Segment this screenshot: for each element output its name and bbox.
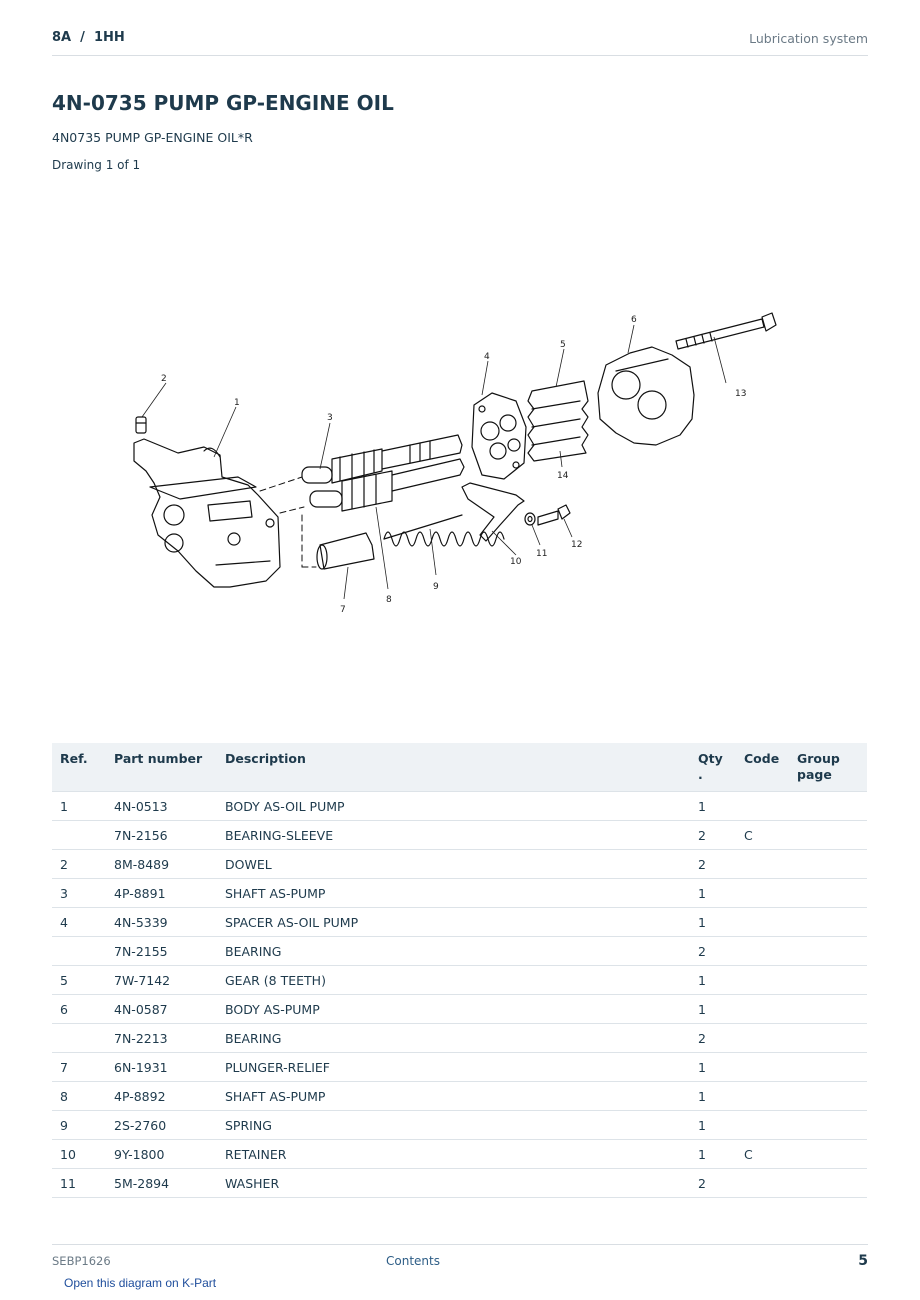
cell-code <box>736 850 789 879</box>
cell-ref: 1 <box>52 792 106 821</box>
lower-shaft-part <box>310 459 464 511</box>
cell-code <box>736 995 789 1024</box>
cell-code <box>736 908 789 937</box>
cell-part-number: 5M-2894 <box>106 1169 217 1198</box>
cell-description: BEARING <box>217 937 690 966</box>
diagram-label: 10 <box>510 557 522 567</box>
cell-ref <box>52 937 106 966</box>
cell-code <box>736 879 789 908</box>
col-ref: Ref. <box>52 743 106 792</box>
cell-ref <box>52 1024 106 1053</box>
cell-code <box>736 1082 789 1111</box>
plunger-part <box>317 533 374 569</box>
washer-part <box>525 513 535 525</box>
cell-group-page <box>789 1140 867 1169</box>
cell-ref: 8 <box>52 1082 106 1111</box>
table-row <box>52 1169 867 1198</box>
cell-qty: 2 <box>690 850 736 879</box>
spacer-plate-part <box>472 393 526 479</box>
cell-part-number: 4N-5339 <box>106 908 217 937</box>
cell-part-number: 7W-7142 <box>106 966 217 995</box>
cell-group-page <box>789 937 867 966</box>
cell-qty: 1 <box>690 1140 736 1169</box>
cell-group-page <box>789 966 867 995</box>
long-bolt-part <box>676 313 776 349</box>
cell-description: GEAR (8 TEETH) <box>217 966 690 995</box>
cell-part-number: 4N-0587 <box>106 995 217 1024</box>
cell-ref: 11 <box>52 1169 106 1198</box>
table-row <box>52 995 867 1024</box>
outer-pump-body-part <box>598 347 694 445</box>
cell-description: SHAFT AS-PUMP <box>217 1082 690 1111</box>
cell-qty: 1 <box>690 966 736 995</box>
cell-part-number: 4P-8891 <box>106 879 217 908</box>
contents-link[interactable]: Contents <box>386 1254 440 1268</box>
page-footer <box>52 1244 868 1275</box>
cell-part-number: 2S-2760 <box>106 1111 217 1140</box>
cell-description: SPRING <box>217 1111 690 1140</box>
table-row <box>52 1024 867 1053</box>
cell-qty: 2 <box>690 937 736 966</box>
diagram-label: 13 <box>735 389 747 399</box>
diagram-label: 14 <box>557 471 569 481</box>
cell-code <box>736 1053 789 1082</box>
cell-group-page <box>789 821 867 850</box>
cell-ref: 7 <box>52 1053 106 1082</box>
cell-group-page <box>789 879 867 908</box>
cell-group-page <box>789 1053 867 1082</box>
cell-part-number: 7N-2213 <box>106 1024 217 1053</box>
diagram-label: 7 <box>340 605 346 615</box>
cell-code <box>736 966 789 995</box>
cell-code: C <box>736 821 789 850</box>
cell-part-number: 9Y-1800 <box>106 1140 217 1169</box>
cell-ref: 10 <box>52 1140 106 1169</box>
diagram-label: 4 <box>484 352 490 362</box>
pump-body-part <box>134 439 280 587</box>
cell-qty: 1 <box>690 879 736 908</box>
cell-part-number: 8M-8489 <box>106 850 217 879</box>
cell-qty: 1 <box>690 995 736 1024</box>
cell-qty: 1 <box>690 1082 736 1111</box>
col-part-number: Part number <box>106 743 217 792</box>
document-id: SEBP1626 <box>52 1254 111 1268</box>
diagram-label: 11 <box>536 549 548 559</box>
cell-group-page <box>789 1024 867 1053</box>
kpart-link[interactable]: Open this diagram on K-Part <box>64 1276 217 1290</box>
page-header <box>52 28 868 56</box>
table-row <box>52 937 867 966</box>
table-row <box>52 850 867 879</box>
table-header-row <box>52 743 867 792</box>
dowel-part <box>136 417 146 433</box>
table-row <box>52 1111 867 1140</box>
cell-part-number: 4P-8892 <box>106 1082 217 1111</box>
table-row <box>52 792 867 821</box>
cell-group-page <box>789 908 867 937</box>
diagram-label: 5 <box>560 340 566 350</box>
cell-description: SHAFT AS-PUMP <box>217 879 690 908</box>
cell-qty: 2 <box>690 1169 736 1198</box>
cell-qty: 1 <box>690 1111 736 1140</box>
cell-qty: 1 <box>690 1053 736 1082</box>
page-subtitle: 4N0735 PUMP GP-ENGINE OIL*R <box>52 130 253 145</box>
cell-ref: 6 <box>52 995 106 1024</box>
cell-description: DOWEL <box>217 850 690 879</box>
cell-group-page <box>789 850 867 879</box>
cell-description: WASHER <box>217 1169 690 1198</box>
cell-code <box>736 1169 789 1198</box>
cell-group-page <box>789 792 867 821</box>
drawing-count: Drawing 1 of 1 <box>52 158 141 172</box>
cell-part-number: 7N-2155 <box>106 937 217 966</box>
diagram-label: 12 <box>571 540 583 550</box>
diagram-label-group <box>161 315 746 615</box>
col-description: Description <box>217 743 690 792</box>
parts-table <box>52 743 867 1198</box>
exploded-parts-diagram <box>120 195 800 715</box>
alignment-lines <box>260 477 316 567</box>
diagram-label: 8 <box>386 595 392 605</box>
table-row <box>52 879 867 908</box>
page-number: 5 <box>858 1253 868 1269</box>
cell-group-page <box>789 1111 867 1140</box>
table-row <box>52 1082 867 1111</box>
diagram-label: 3 <box>327 413 333 423</box>
diagram-label: 1 <box>234 398 240 408</box>
table-row <box>52 1140 867 1169</box>
cell-ref: 9 <box>52 1111 106 1140</box>
cell-part-number: 6N-1931 <box>106 1053 217 1082</box>
cell-part-number: 4N-0513 <box>106 792 217 821</box>
cell-description: BEARING <box>217 1024 690 1053</box>
table-row <box>52 821 867 850</box>
table-row <box>52 908 867 937</box>
cell-description: SPACER AS-OIL PUMP <box>217 908 690 937</box>
cell-description: RETAINER <box>217 1140 690 1169</box>
cell-ref <box>52 821 106 850</box>
cell-description: BODY AS-PUMP <box>217 995 690 1024</box>
gear-part <box>528 381 588 461</box>
cell-description: BODY AS-OIL PUMP <box>217 792 690 821</box>
table-row <box>52 966 867 995</box>
breadcrumb: 8A / 1HH <box>52 30 125 45</box>
cell-ref: 3 <box>52 879 106 908</box>
diagram-label: 9 <box>433 582 439 592</box>
table-row <box>52 1053 867 1082</box>
cell-ref: 5 <box>52 966 106 995</box>
cell-code <box>736 1111 789 1140</box>
cell-group-page <box>789 995 867 1024</box>
diagram-svg <box>120 195 800 715</box>
cell-ref: 4 <box>52 908 106 937</box>
cell-qty: 2 <box>690 1024 736 1053</box>
cell-group-page <box>789 1082 867 1111</box>
col-code: Code <box>736 743 789 792</box>
cell-description: BEARING-SLEEVE <box>217 821 690 850</box>
cell-description: PLUNGER-RELIEF <box>217 1053 690 1082</box>
cell-qty: 1 <box>690 908 736 937</box>
cell-ref: 2 <box>52 850 106 879</box>
page-title: 4N-0735 PUMP GP-ENGINE OIL <box>52 91 394 115</box>
section-name: Lubrication system <box>749 31 868 46</box>
cell-qty: 1 <box>690 792 736 821</box>
cell-part-number: 7N-2156 <box>106 821 217 850</box>
cell-code <box>736 937 789 966</box>
cell-code <box>736 1024 789 1053</box>
cell-code: C <box>736 1140 789 1169</box>
diagram-label: 6 <box>631 315 637 325</box>
cell-group-page <box>789 1169 867 1198</box>
col-qty: Qty . <box>690 743 736 792</box>
col-group-page: Group page <box>789 743 867 792</box>
cell-qty: 2 <box>690 821 736 850</box>
diagram-label: 2 <box>161 374 167 384</box>
cell-code <box>736 792 789 821</box>
